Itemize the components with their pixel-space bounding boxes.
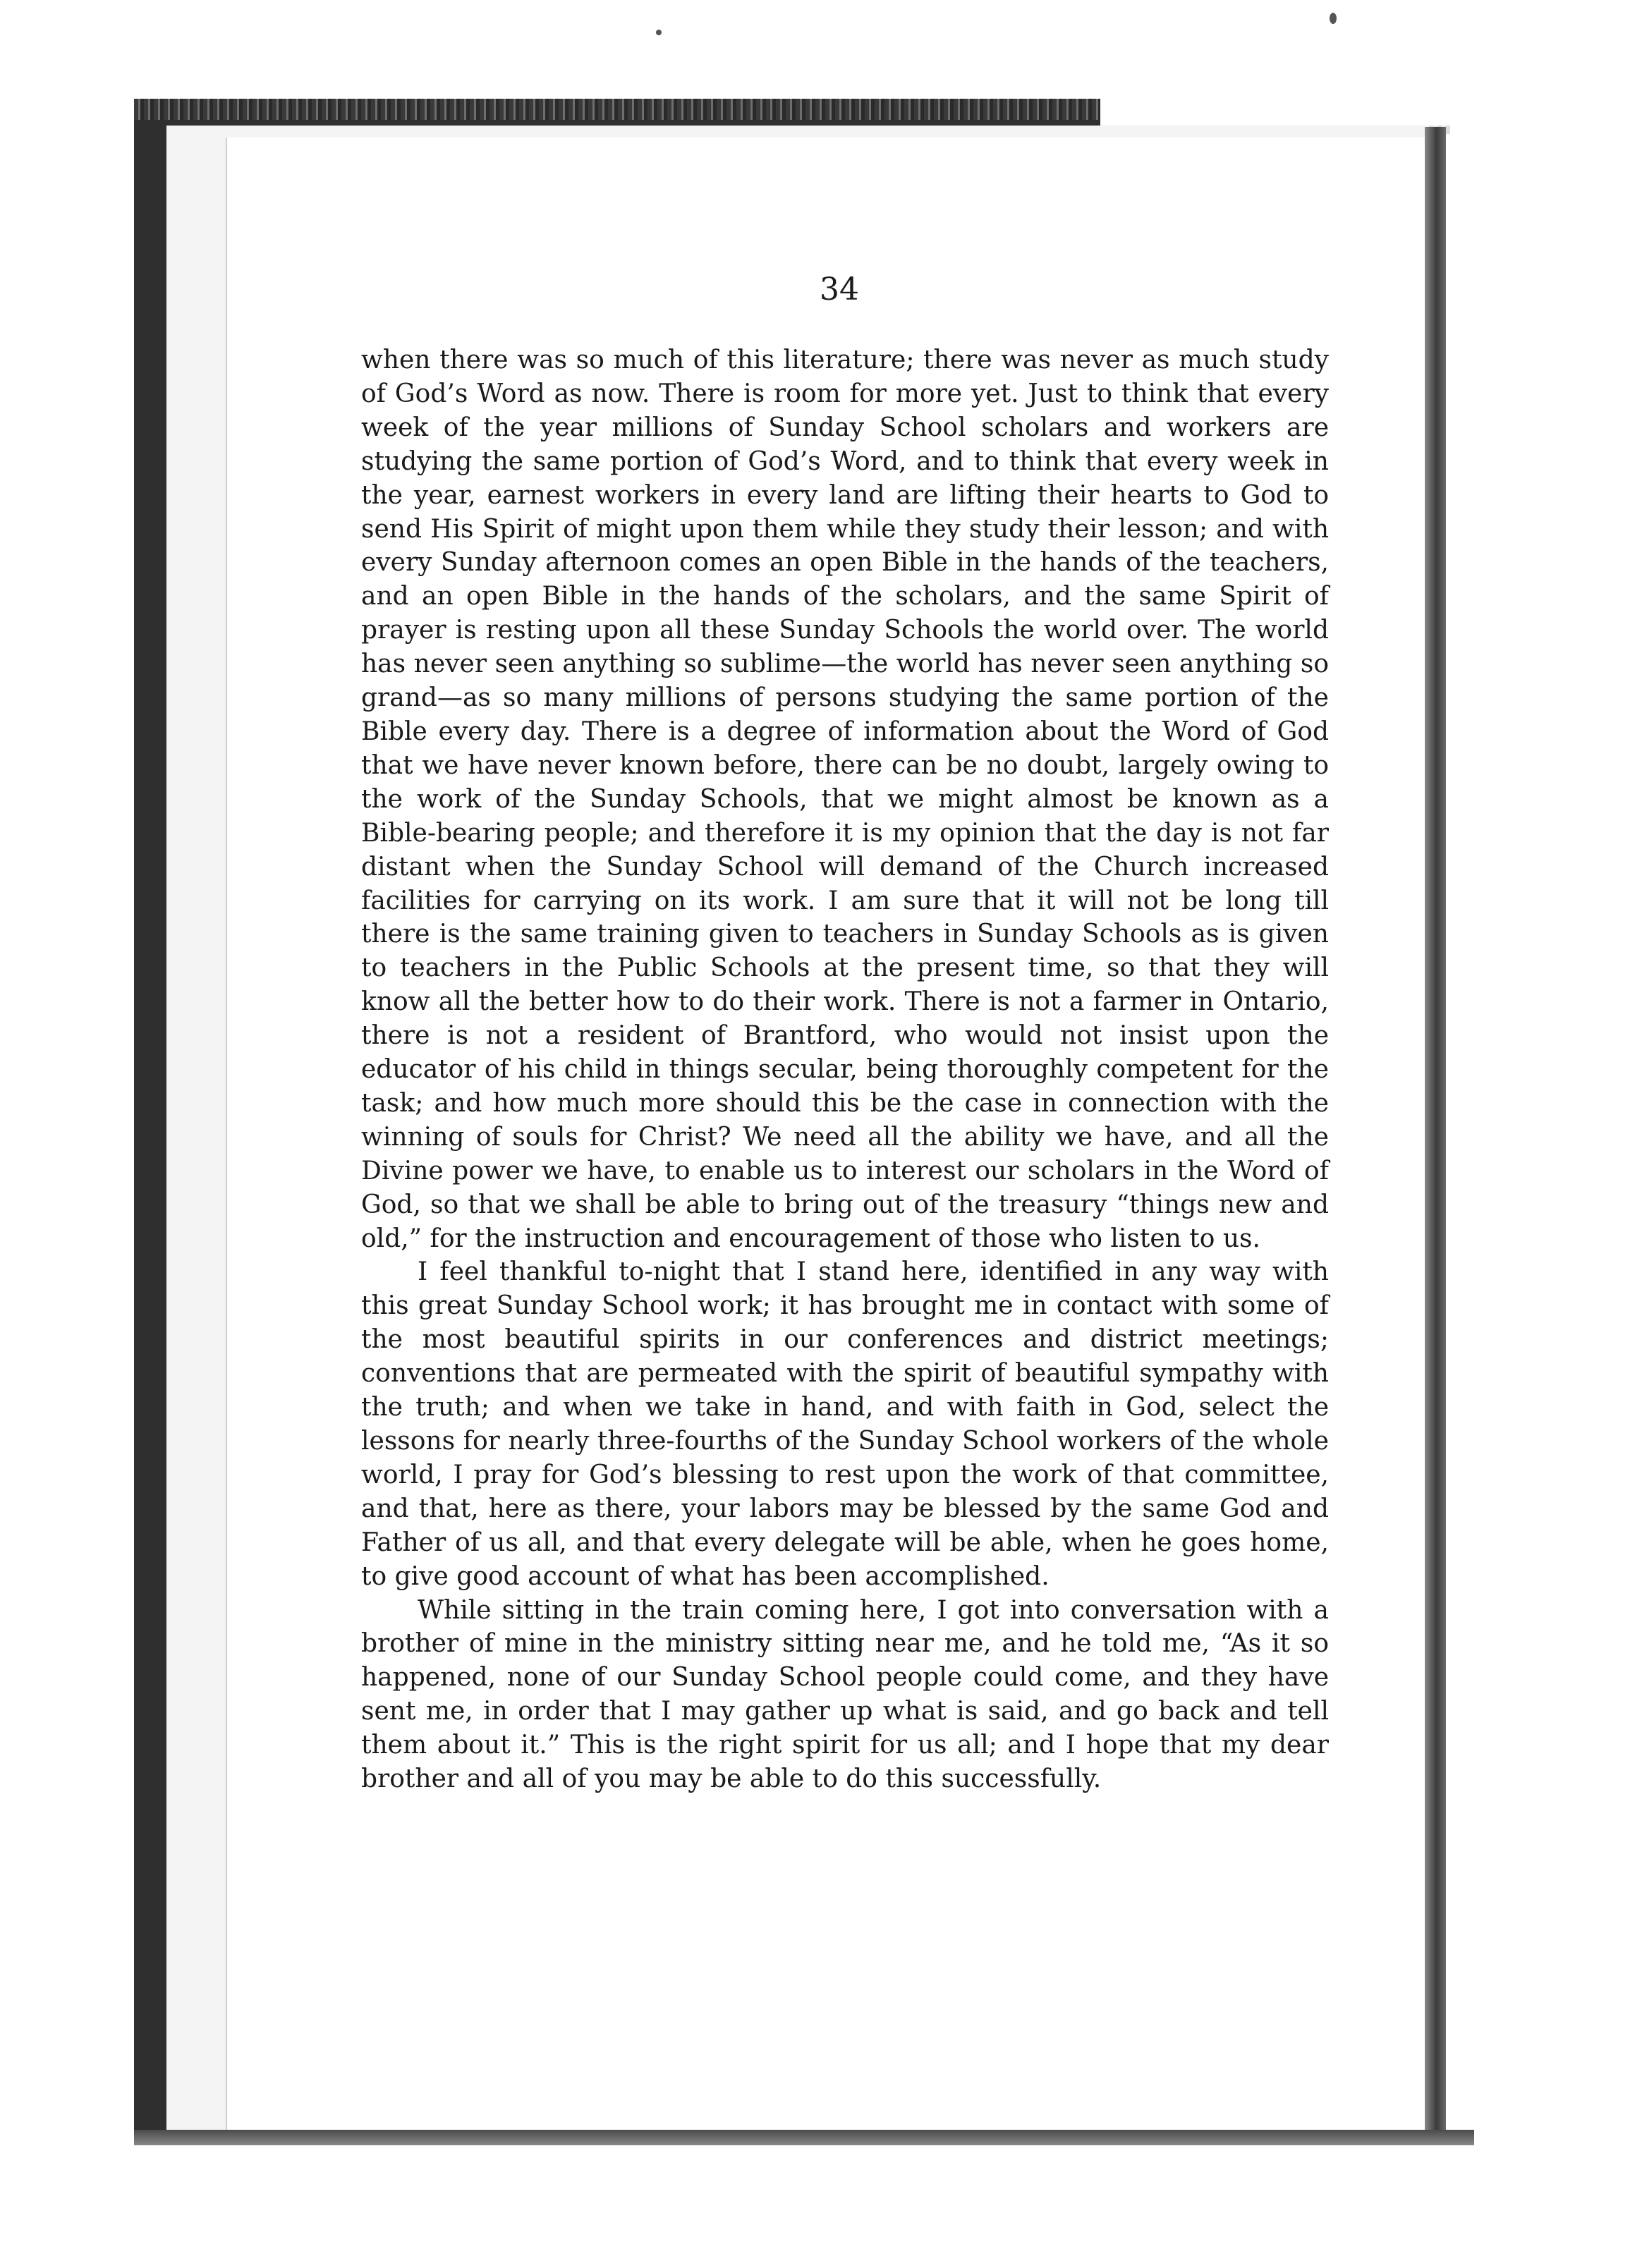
left-page-body bbox=[361, 343, 1329, 1796]
page-number: 34 bbox=[820, 272, 859, 307]
paragraph: I feel thankful to-night that I stand here, identified in any way with this great Sunday School work; it has brought me in contact with some of the most beautiful spirits in our conferences and district meetings; conventions that are permeated with the spirit of beautiful sympathy with the truth; and when we take in hand, and with faith in God, select the lessons for nearly three-fourths of the Sunday School workers of the whole world, I pray for God’s blessing to rest upon the work of that committee, and that, here as there, your labors may be blessed by the same God and Father of us all, and that every delegate will be able, when he goes home, to give good account of what has been accomplished. bbox=[361, 1257, 1329, 1591]
dust-speck bbox=[1330, 13, 1337, 24]
bottom-film-edge bbox=[134, 2130, 1474, 2145]
right-page bbox=[1446, 134, 1642, 2133]
paragraph: While sitting in the train coming here, I got into conversation with a brother of mine in the ministry sitting near me, and he told me, “As it so happened, none of our Sunday School people could come, and they have sent me, in order that I may gather up what is said, and go back and tell them about it.” This is the right spirit for us all; and I hope that my dear brother and all of you may be able to do this successfully. bbox=[361, 1595, 1329, 1794]
book-gutter bbox=[1425, 127, 1446, 2137]
microfilm-top-edge bbox=[134, 99, 1100, 120]
dust-speck bbox=[656, 30, 662, 35]
paragraph: when there was so much of this literature; there was never as much study of God’s Word as now. There is room for more yet. Just to think that every week of the year millions of Sunday School scholars and workers are studying the same portion of God’s Word, and to think that every week in the year, earnest workers in every land are lifting their hearts to God to send His Spirit of might upon them while they study their lesson; and with every Sunday afternoon comes an open Bible in the hands of the teachers, and an open Bible in the hands of the scholars, and the same Spirit of prayer is resting upon all these Sunday Schools the world over. The world has never seen anything so sublime—the world has never seen anything so grand—as so many millions of persons studying the same portion of the Bible every day. There is a degree of information about the Word of God that we have never known before, there can be no doubt, largely owing to the work of the Sunday Schools, that we might almost be known as a Bible-bearing people; and therefore it is my opinion that the day is not far distant when the Sunday School will demand of the Church increased facilities for carrying on its work. I am sure that it will not be long till there is the same training given to teachers in Sunday Schools as is given to teachers in the Public Schools at the present time, so that they will know all the better how to do their work. There is not a farmer in Ontario, there is not a resident of Brantford, who would not insist upon the educator of his child in things secular, being thoroughly competent for the task; and how much more should this be the case in connection with the winning of souls for Christ? We need all the ability we have, and all the Divine power we have, to enable us to interest our scholars in the Word of God, so that we shall be able to bring out of the treasury “things new and old,” for the instruction and encouragement of those who listen to us. bbox=[361, 346, 1329, 1253]
